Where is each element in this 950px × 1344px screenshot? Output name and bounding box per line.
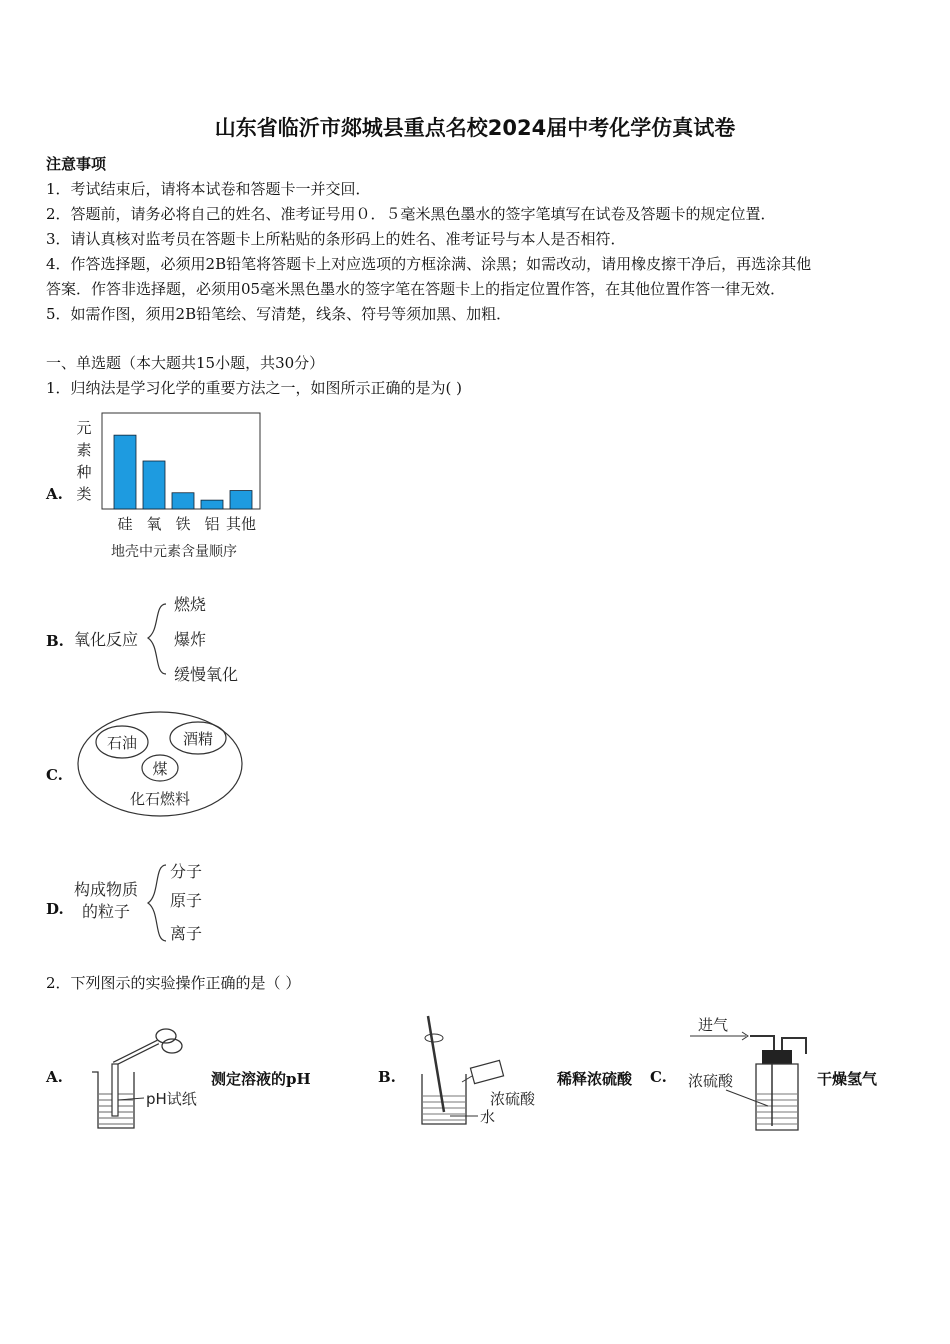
page-title: 山东省临沂市郯城县重点名校2024届中考化学仿真试卷	[214, 116, 736, 140]
brace	[148, 865, 166, 941]
q2-option-c-caption: 干燥氢气	[817, 1070, 878, 1088]
ylabel-char: 类	[76, 485, 92, 503]
notice-item: 1．考试结束后，请将本试卷和答题卡一并交回．	[46, 180, 371, 198]
diagram-branch: 离子	[170, 924, 203, 943]
figure-label: 浓硫酸	[688, 1072, 734, 1090]
diagram-root: 构成物质	[74, 880, 139, 899]
q2-option-c-figure	[686, 1010, 816, 1135]
diagram-root: 的粒子	[82, 902, 131, 921]
q2-option-c-label[interactable]: C.	[650, 1068, 667, 1086]
bar-铝	[201, 500, 223, 509]
q2-option-b-figure	[410, 1012, 550, 1132]
ylabel-char: 种	[76, 463, 92, 481]
question-1-stem: 1．归纳法是学习化学的重要方法之一，如图所示正确的是为( )	[46, 379, 463, 397]
option-d-label[interactable]: D.	[46, 900, 64, 918]
notice-item: 5．如需作图，须用2B铅笔绘、写清楚，线条、符号等须加黑、加粗．	[46, 305, 512, 323]
category-label: 铁	[175, 515, 191, 533]
category-label: 其他	[225, 515, 257, 533]
bar-其他	[230, 491, 252, 509]
diagram-branch: 燃烧	[174, 595, 207, 614]
ylabel-char: 素	[76, 441, 92, 459]
diagram-branch: 分子	[170, 862, 203, 881]
diagram-branch: 爆炸	[174, 630, 207, 649]
notice-item: 4．作答选择题，必须用2B铅笔将答题卡上对应选项的方框涂满、涂黑；如需改动，请用橡皮擦干净后，再选涂其他	[46, 255, 812, 273]
diagram-set: 石油	[106, 734, 138, 752]
option-a-chart	[70, 405, 290, 565]
bar-氧	[143, 461, 165, 509]
option-d-diagram	[70, 855, 230, 950]
chart-caption: 地壳中元素含量顺序	[111, 544, 237, 560]
bar-铁	[172, 493, 194, 509]
option-a-label[interactable]: A.	[46, 485, 63, 503]
notice-heading: 注意事项	[46, 155, 107, 173]
category-label: 氧	[146, 515, 162, 533]
q2-option-a-figure	[86, 1020, 211, 1135]
notice-item: 3．请认真核对监考员在答题卡上所粘贴的条形码上的姓名、准考证号与本人是否相符．	[46, 230, 626, 248]
figure-label: 进气	[698, 1016, 729, 1034]
q2-option-a-caption: 测定溶液的pH	[211, 1070, 311, 1088]
notice-item: 答案．作答非选择题，必须用05毫米黑色墨水的签字笔在答题卡上的指定位置作答，在其他位置作答一律无效．	[46, 280, 786, 298]
diagram-branch: 缓慢氧化	[174, 665, 239, 684]
ylabel-char: 元	[76, 419, 92, 437]
diagram-outer-label: 化石燃料	[129, 790, 191, 808]
diagram-set: 酒精	[182, 730, 214, 748]
figure-label: 浓硫酸	[490, 1090, 536, 1108]
figure-label: 水	[480, 1108, 496, 1126]
notice-item: 2．答题前，请务必将自己的姓名、准考证号用０．５毫米黑色墨水的签字笔填写在试卷及答题卡的规定位置．	[46, 205, 776, 223]
brace	[148, 604, 166, 674]
question-2-stem: 2．下列图示的实验操作正确的是（ ）	[46, 974, 301, 992]
diagram-root: 氧化反应	[74, 630, 139, 649]
figure-label: pH试纸	[146, 1090, 197, 1108]
q2-option-b-caption: 稀释浓硫酸	[557, 1070, 633, 1088]
option-b-diagram	[70, 588, 270, 688]
bar-硅	[114, 435, 136, 509]
option-b-label[interactable]: B.	[46, 632, 64, 650]
section-heading: 一、单选题（本大题共15小题，共30分）	[46, 354, 325, 372]
category-label: 铝	[204, 515, 220, 533]
option-c-label[interactable]: C.	[46, 766, 63, 784]
option-c-diagram	[74, 706, 254, 826]
category-label: 硅	[117, 515, 133, 533]
q2-option-b-label[interactable]: B.	[378, 1068, 396, 1086]
diagram-branch: 原子	[170, 891, 203, 910]
diagram-set: 煤	[152, 760, 168, 778]
q2-option-a-label[interactable]: A.	[46, 1068, 63, 1086]
